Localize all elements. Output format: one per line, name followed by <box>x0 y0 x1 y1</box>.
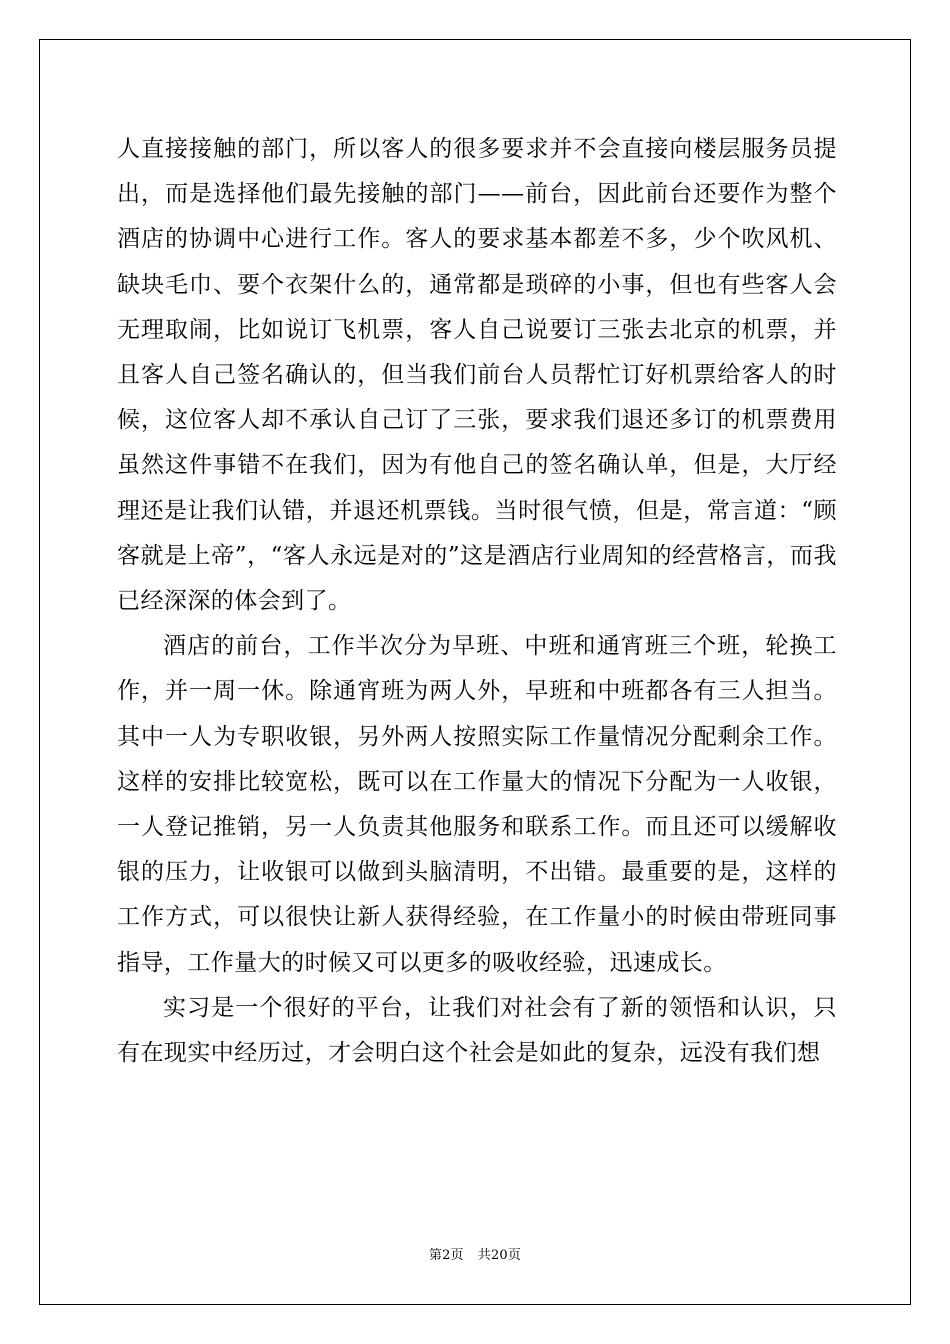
document-body <box>117 127 837 1076</box>
page-number: 第2页 <box>428 1248 464 1263</box>
page-footer <box>0 1248 950 1264</box>
paragraph-3: 实习是一个很好的平台，让我们对社会有了新的领悟和认识，只有在现实中经历过，才会明白这个社会是如此的复杂，远没有我们想 <box>117 994 837 1067</box>
paragraph-1: 人直接接触的部门，所以客人的很多要求并不会直接向楼层服务员提出，而是选择他们最先接触的部门——前台，因此前台还要作为整个酒店的协调中心进行工作。客人的要求基本都差不多，少个吹风机、缺块毛巾、要个衣架什么的，通常都是琐碎的小事，但也有些客人会无理取闹，比如说订飞机票，客人自己说要订三张去北京的机票，并且客人自己签名确认的，但当我们前台人员帮忙订好机票给客人的时候，这位客人却不承认自己订了三张，要求我们退还多订的机票费用虽然这件事错不在我们，因为有他自己的签名确认单，但是，大厅经理还是让我们认错，并退还机票钱。当时很气愤，但是，常言道：“顾客就是上帝”，“客人永远是对的”这是酒店行业周知的经营格言，而我已经深深的体会到了。 <box>117 136 837 615</box>
paragraph-2: 酒店的前台，工作半次分为早班、中班和通宵班三个班，轮换工作，并一周一休。除通宵班为两人外，早班和中班都各有三人担当。其中一人为专职收银，另外两人按照实际工作量情况分配剩余工作。这样的安排比较宽松，既可以在工作量大的情况下分配为一人收银，一人登记推销，另一人负责其他服务和联系工作。而且还可以缓解收银的压力，让收银可以做到头脑清明，不出错。最重要的是，这样的工作方式，可以很快让新人获得经验，在工作量小的时候由带班同事指导，工作量大的时候又可以更多的吸收经验，迅速成长。 <box>117 633 837 976</box>
total-pages: 共20页 <box>477 1248 522 1263</box>
